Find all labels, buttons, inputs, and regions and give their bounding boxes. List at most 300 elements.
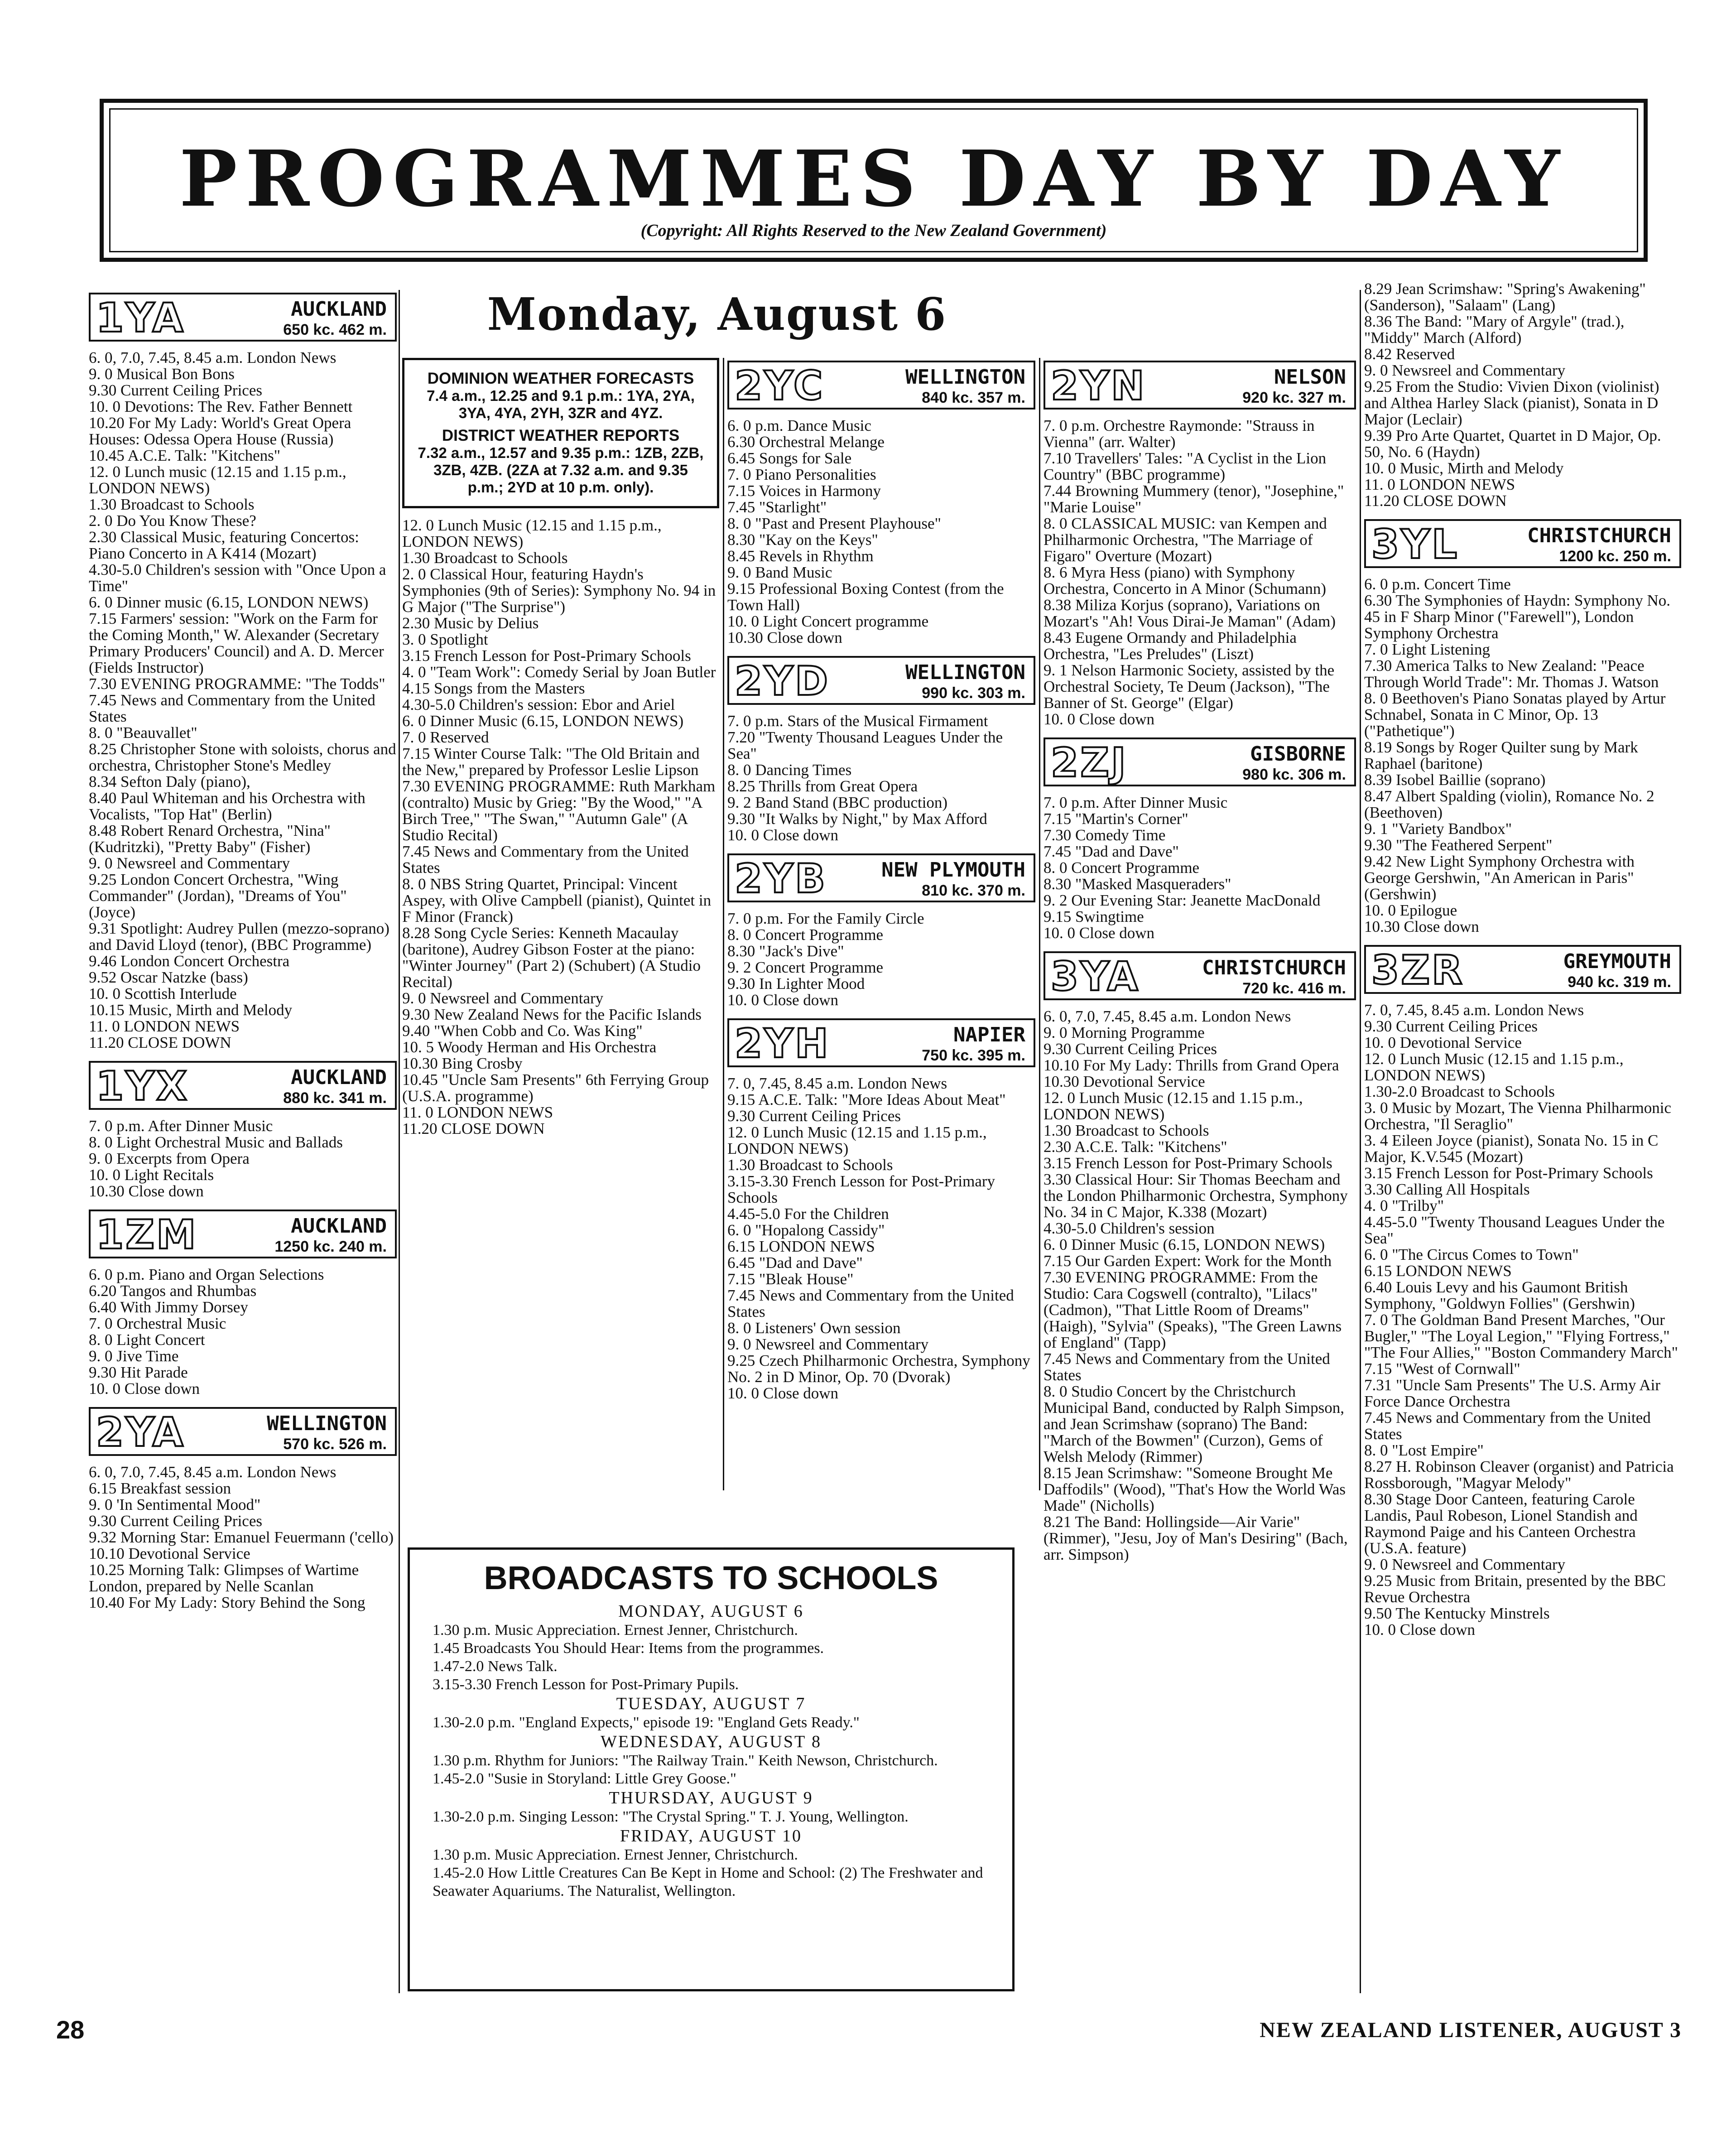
- programme-entry: 8. 0 Dancing Times: [727, 761, 852, 779]
- programme-entry: 9.30 Current Ceiling Prices: [89, 381, 263, 399]
- station-city: CHRISTCHURCH: [1527, 524, 1671, 547]
- programme-entry: 9.30 "The Feathered Serpent": [1364, 836, 1553, 854]
- programme-entry: 7. 0 p.m. After Dinner Music: [89, 1117, 273, 1135]
- programme-entry: 6.40 With Jimmy Dorsey: [89, 1298, 248, 1316]
- programme-entry: 8.39 Isobel Baillie (soprano): [1364, 771, 1546, 789]
- programme-list-2yn: [1044, 418, 1356, 728]
- programme-entry: 2.30 A.C.E. Talk: "Kitchens": [1044, 1138, 1227, 1156]
- schools-broadcast-item: 1.30-2.0 p.m. Singing Lesson: "The Crystal Spring." T. J. Young, Wellington.: [433, 1808, 909, 1825]
- programme-entry: 10. 0 Close down: [89, 1380, 200, 1397]
- programme-entry: 9.39 Pro Arte Quartet, Quartet in D Major, Op. 50, No. 6 (Haydn): [1364, 427, 1661, 461]
- programme-entry: 7.31 "Uncle Sam Presents" The U.S. Army Air Force Dance Orchestra: [1364, 1376, 1660, 1410]
- programme-list-2yd: [727, 713, 1035, 843]
- programme-entry: 9.30 Current Ceiling Prices: [1044, 1040, 1217, 1058]
- programme-entry: 9.52 Oscar Natzke (bass): [89, 969, 248, 986]
- programme-entry: 9.15 A.C.E. Talk: "More Ideas About Meat": [727, 1091, 1006, 1108]
- programme-list-3zr: [1364, 1002, 1681, 1638]
- broadcasts-to-schools-box: [408, 1547, 1015, 1991]
- station-header-2zj: [1044, 737, 1356, 786]
- programme-entry: 7. 0 Piano Personalities: [727, 466, 876, 483]
- programme-entry: 8.29 Jean Scrimshaw: "Spring's Awakening" (Sanderson), "Salaam" (Lang): [1364, 280, 1646, 314]
- station-city: WELLINGTON: [905, 366, 1025, 389]
- programme-entry: 9. 0 'In Sentimental Mood": [89, 1496, 261, 1513]
- column-1: [89, 290, 397, 1611]
- programme-entry: 6.15 LONDON NEWS: [727, 1238, 875, 1255]
- schools-day-heading: TUESDAY, AUGUST 7: [616, 1694, 806, 1713]
- programme-entry: 10.30 Devotional Service: [1044, 1073, 1205, 1090]
- programme-entry: 10. 0 Epilogue: [1364, 901, 1457, 919]
- programme-entry: 10. 0 Close down: [727, 826, 838, 844]
- programme-entry: 7.30 EVENING PROGRAMME: Ruth Markham (contralto) Music by Grieg: "By the Wood," "A Birch Tree," "The Swan," "Autumn Gale" (A Studio Recital): [402, 777, 716, 844]
- programme-entry: 7. 0 Orchestral Music: [89, 1315, 226, 1332]
- programme-entry: 6. 0, 7.0, 7.45, 8.45 a.m. London News: [1044, 1007, 1291, 1025]
- station-call-sign: 2YN: [1051, 362, 1146, 409]
- schools-broadcast-item: 1.30 p.m. Music Appreciation. Ernest Jenner, Christchurch.: [433, 1622, 798, 1638]
- programme-entry: 10.30 Close down: [727, 629, 842, 646]
- programme-entry: 7.15 "Bleak House": [727, 1270, 854, 1288]
- programme-entry: 6. 0 "The Circus Comes to Town": [1364, 1246, 1579, 1263]
- programme-entry: 9. 2 Concert Programme: [727, 959, 884, 976]
- programme-entry: 8. 0 Listeners' Own session: [727, 1319, 901, 1337]
- station-frequency: 980 kc. 306 m.: [1242, 766, 1346, 783]
- programme-entry: 9. 0 Newsreel and Commentary: [89, 854, 290, 872]
- station-call-sign: 2YA: [96, 1409, 185, 1455]
- programme-entry: 8.38 Miliza Korjus (soprano), Variations on Mozart's "Ah! Vous Dirai-Je Maman" (Adam): [1044, 596, 1336, 630]
- programme-entry: 9.30 Current Ceiling Prices: [1364, 1017, 1538, 1035]
- programme-entry: 8. 0 "Past and Present Playhouse": [727, 515, 941, 532]
- programme-entry: 6. 0 Dinner Music (6.15, LONDON NEWS): [402, 712, 684, 730]
- programme-entry: 10.30 Close down: [1364, 918, 1479, 935]
- programme-entry: 6.30 Orchestral Melange: [727, 433, 885, 451]
- station-frequency: 810 kc. 370 m.: [922, 882, 1025, 899]
- programme-entry: 9.30 Current Ceiling Prices: [727, 1107, 901, 1125]
- programme-entry: 6. 0 Dinner Music (6.15, LONDON NEWS): [1044, 1236, 1325, 1253]
- programme-entry: 10. 0 Close down: [1044, 710, 1154, 728]
- programme-entry: 7. 0 Reserved: [402, 728, 489, 746]
- station-city: AUCKLAND: [291, 1066, 387, 1089]
- programme-entry: 7. 0, 7.45, 8.45 a.m. London News: [727, 1075, 947, 1092]
- programme-list-2ya-continued: [402, 517, 719, 1137]
- programme-entry: 8.40 Paul Whiteman and his Orchestra with Vocalists, "Top Hat" (Berlin): [89, 789, 365, 823]
- schools-day-heading: MONDAY, AUGUST 6: [618, 1602, 804, 1621]
- station-header-1ya: [89, 293, 397, 342]
- programme-entry: 1.30 Broadcast to Schools: [1044, 1122, 1209, 1139]
- programme-entry: 7.15 Voices in Harmony: [727, 482, 881, 500]
- station-header-2yd: [727, 656, 1035, 705]
- programme-list-1yx: [89, 1118, 397, 1200]
- programme-entry: 8.25 Thrills from Great Opera: [727, 777, 918, 795]
- programme-entry: 7.20 "Twenty Thousand Leagues Under the Sea": [727, 728, 1003, 762]
- programme-entry: 6.20 Tangos and Rhumbas: [89, 1282, 257, 1300]
- programme-entry: 6. 0 "Hopalong Cassidy": [727, 1221, 885, 1239]
- programme-entry: 9. 0 Newsreel and Commentary: [1364, 1556, 1566, 1573]
- station-frequency: 650 kc. 462 m.: [283, 321, 387, 338]
- programme-entry: 10.25 Morning Talk: Glimpses of Wartime London, prepared by Nelle Scanlan: [89, 1561, 359, 1595]
- station-header-2yn: [1044, 361, 1356, 410]
- programme-entry: 10. 0 Light Recitals: [89, 1166, 214, 1184]
- programme-entry: 3.15 French Lesson for Post-Primary Schools: [1364, 1164, 1653, 1182]
- programme-entry: 8. 0 CLASSICAL MUSIC: van Kempen and Philharmonic Orchestra, "The Marriage of Figaro" Overture (Mozart): [1044, 515, 1327, 565]
- column-4: [1044, 358, 1356, 1563]
- programme-entry: 10. 5 Woody Herman and His Orchestra: [402, 1038, 657, 1056]
- programme-entry: 7. 0 Light Listening: [1364, 641, 1491, 658]
- programme-entry: 4.30-5.0 Children's session: Ebor and Ariel: [402, 696, 675, 713]
- programme-entry: 9.15 Professional Boxing Contest (from the Town Hall): [727, 580, 1004, 614]
- programme-entry: 9. 1 "Variety Bandbox": [1364, 820, 1512, 838]
- programme-entry: 9.40 "When Cobb and Co. Was King": [402, 1022, 643, 1040]
- schools-day-heading: THURSDAY, AUGUST 9: [609, 1788, 813, 1807]
- programme-entry: 7.15 Farmers' session: "Work on the Farm for the Coming Month," W. Alexander (Secretary Primary Producers' Council) and A. D. Mercer (Fields Instructor): [89, 610, 384, 676]
- programme-entry: 8.42 Reserved: [1364, 345, 1455, 363]
- programme-entry: 7. 0 p.m. For the Family Circle: [727, 910, 924, 927]
- page-title: PROGRAMMES DAY BY DAY: [179, 134, 1568, 224]
- programme-entry: 9. 0 Excerpts from Opera: [89, 1150, 250, 1167]
- programme-entry: 8.43 Eugene Ormandy and Philadelphia Orchestra, "Les Preludes" (Liszt): [1044, 629, 1297, 663]
- schools-broadcast-item: 1.45-2.0 How Little Creatures Can Be Kept in Home and School: (2) The Freshwater and Seawater Aquariums. The Naturalist, Wellington.: [433, 1865, 983, 1899]
- station-call-sign: 1YA: [96, 294, 185, 341]
- programme-entry: 9. 1 Nelson Harmonic Society, assisted by the Orchestral Society, Te Deum (Jackson), "The Banner of St. George" (Elgar): [1044, 661, 1335, 712]
- station-frequency: 1200 kc. 250 m.: [1559, 548, 1671, 565]
- programme-entry: 4. 0 "Trilby": [1364, 1197, 1444, 1214]
- programme-entry: 3. 0 Music by Mozart, The Vienna Philharmonic Orchestra, "Il Seraglio": [1364, 1099, 1672, 1133]
- programme-entry: 8. 0 Light Orchestral Music and Ballads: [89, 1133, 343, 1151]
- programme-entry: 6.15 Breakfast session: [89, 1479, 231, 1497]
- weather-forecast-heading: DOMINION WEATHER FORECASTS: [427, 370, 694, 387]
- programme-entry: 4. 0 "Team Work": Comedy Serial by Joan Butler: [402, 663, 716, 681]
- programme-entry: 9. 0 Newsreel and Commentary: [402, 989, 604, 1007]
- programme-entry: 10. 0 Music, Mirth and Melody: [1364, 459, 1564, 477]
- station-call-sign: 1YX: [96, 1063, 189, 1109]
- programme-entry: 9.31 Spotlight: Audrey Pullen (mezzo-soprano) and David Lloyd (tenor), (BBC Programme): [89, 920, 390, 954]
- programme-entry: 4.45-5.0 "Twenty Thousand Leagues Under the Sea": [1364, 1213, 1665, 1247]
- programme-entry: 9.25 From the Studio: Vivien Dixon (violinist) and Althea Harley Slack (pianist), Sonata in D Major (Leclair): [1364, 378, 1659, 428]
- station-header-3zr: [1364, 945, 1681, 994]
- programme-entry: 7.30 EVENING PROGRAMME: From the Studio: Cara Cogswell (contralto), "Lilacs" (Cadmon), "That Little Room of Dreams" (Haigh), "Sylvia" (Speaks), "The Green Lawns of England" (Tapp): [1044, 1268, 1342, 1351]
- programme-entry: 10.10 For My Lady: Thrills from Grand Opera: [1044, 1056, 1339, 1074]
- schools-broadcast-item: 3.15-3.30 French Lesson for Post-Primary Pupils.: [433, 1676, 739, 1693]
- programme-entry: 7. 0 p.m. After Dinner Music: [1044, 794, 1228, 811]
- programme-entry: 10. 0 Close down: [727, 991, 838, 1009]
- programme-entry: 1.30-2.0 Broadcast to Schools: [1364, 1083, 1555, 1100]
- station-city: CHRISTCHURCH: [1202, 956, 1346, 979]
- column-rule: [723, 358, 724, 1490]
- programme-entry: 11. 0 LONDON NEWS: [1364, 476, 1515, 493]
- programme-entry: 2.30 Classical Music, featuring Concertos: Piano Concerto in A K414 (Mozart): [89, 528, 359, 562]
- programme-entry: 9.15 Swingtime: [1044, 908, 1144, 925]
- programme-list-2yb: [727, 911, 1035, 1008]
- programme-entry: 6. 0 p.m. Concert Time: [1364, 575, 1511, 593]
- station-call-sign: 2YC: [735, 362, 825, 409]
- programme-entry: 7.15 "Martin's Corner": [1044, 810, 1188, 828]
- programme-list-2yc: [727, 418, 1035, 646]
- station-call-sign: 2YD: [735, 658, 830, 704]
- programme-entry: 8.34 Sefton Daly (piano),: [89, 773, 250, 790]
- programme-entry: 8.47 Albert Spalding (violin), Romance No. 2 (Beethoven): [1364, 787, 1654, 821]
- programme-list-2zj: [1044, 795, 1356, 941]
- programme-list-2yh: [727, 1075, 1035, 1402]
- programme-entry: 6. 0 p.m. Piano and Organ Selections: [89, 1266, 324, 1283]
- programme-entry: 9.30 New Zealand News for the Pacific Islands: [402, 1006, 702, 1023]
- station-frequency: 990 kc. 303 m.: [922, 684, 1025, 702]
- programme-entry: 12. 0 Lunch Music (12.15 and 1.15 p.m., LONDON NEWS): [402, 516, 662, 550]
- programme-entry: 10.45 "Uncle Sam Presents" 6th Ferrying Group (U.S.A. programme): [402, 1071, 709, 1105]
- programme-entry: 9. 0 Musical Bon Bons: [89, 365, 235, 383]
- programme-entry: 10.20 For My Lady: World's Great Opera Houses: Odessa Opera House (Russia): [89, 414, 351, 448]
- programme-entry: 8.27 H. Robinson Cleaver (organist) and Patricia Rossborough, "Magyar Melody": [1364, 1458, 1674, 1492]
- station-header-2yh: [727, 1018, 1035, 1067]
- programme-entry: 6. 0 Dinner music (6.15, LONDON NEWS): [89, 593, 369, 611]
- programme-entry: 9.25 Music from Britain, presented by the BBC Revue Orchestra: [1364, 1572, 1666, 1606]
- programme-entry: 10.45 A.C.E. Talk: "Kitchens": [89, 447, 281, 464]
- column-3: [727, 358, 1035, 1402]
- programme-entry: 7.15 "West of Cornwall": [1364, 1360, 1520, 1378]
- programme-entry: 7.45 "Starlight": [727, 498, 827, 516]
- weather-forecast-text: 7.4 a.m., 12.25 and 9.1 p.m.: 1YA, 2YA, 3YA, 4YA, 2YH, 3ZR and 4YZ.: [427, 387, 695, 421]
- programme-entry: 8.28 Song Cycle Series: Kenneth Macaulay (baritone), Audrey Gibson Foster at the piano: "Winter Journey" (Part 2) (Schubert) (A Studio Recital): [402, 924, 701, 991]
- column-5: [1364, 281, 1681, 1638]
- page-number: 28: [56, 2015, 85, 2044]
- programme-entry: 7.15 Our Garden Expert: Work for the Month: [1044, 1252, 1332, 1270]
- programme-entry: 10.10 Devotional Service: [89, 1545, 250, 1562]
- programme-entry: 6.30 The Symphonies of Haydn: Symphony No. 45 in F Sharp Minor ("Farewell"), London Symphony Orchestra: [1364, 592, 1671, 642]
- programme-entry: 9.50 The Kentucky Minstrels: [1364, 1605, 1550, 1622]
- station-header-1zm: [89, 1210, 397, 1258]
- programme-entry: 9.25 London Concert Orchestra, "Wing Commander" (Jordan), "Dreams of You" (Joyce): [89, 871, 347, 921]
- station-frequency: 720 kc. 416 m.: [1242, 980, 1346, 997]
- programme-list-1zm: [89, 1267, 397, 1397]
- programme-entry: 10. 0 Devotions: The Rev. Father Bennett: [89, 398, 353, 415]
- programme-entry: 8. 0 Beethoven's Piano Sonatas played by Artur Schnabel, Sonata in C Minor, Op. 13 ("Pathetique"): [1364, 689, 1666, 740]
- station-city: GISBORNE: [1250, 742, 1346, 766]
- programme-entry: 10. 0 Devotional Service: [1364, 1034, 1522, 1051]
- station-city: NEW PLYMOUTH: [881, 858, 1025, 882]
- programme-entry: 10.40 For My Lady: Story Behind the Song: [89, 1594, 365, 1611]
- programme-entry: 10.30 Bing Crosby: [402, 1055, 523, 1072]
- station-call-sign: 1ZM: [96, 1211, 198, 1258]
- station-call-sign: 3YA: [1051, 953, 1140, 1000]
- station-frequency: 570 kc. 526 m.: [283, 1436, 387, 1453]
- schools-broadcast-item: 1.47-2.0 News Talk.: [433, 1658, 558, 1675]
- programme-entry: 8.19 Songs by Roger Quilter sung by Mark Raphael (baritone): [1364, 738, 1638, 772]
- programme-entry: 8.30 "Masked Masqueraders": [1044, 875, 1231, 893]
- schools-broadcast-item: 1.30 p.m. Music Appreciation. Ernest Jenner, Christchurch.: [433, 1846, 798, 1863]
- programme-entry: 2.30 Music by Delius: [402, 614, 539, 632]
- programme-entry: 3. 4 Eileen Joyce (pianist), Sonata No. 15 in C Major, K.V.545 (Mozart): [1364, 1132, 1659, 1166]
- programme-entry: 12. 0 Lunch Music (12.15 and 1.15 p.m., LONDON NEWS): [727, 1123, 987, 1157]
- programme-entry: 9. 0 Band Music: [727, 564, 832, 581]
- station-frequency: 750 kc. 395 m.: [922, 1047, 1025, 1064]
- programme-entry: 8.48 Robert Renard Orchestra, "Nina" (Kudritzki), "Pretty Baby" (Fisher): [89, 822, 331, 856]
- programme-entry: 8.45 Revels in Rhythm: [727, 547, 874, 565]
- station-city: AUCKLAND: [291, 298, 387, 321]
- schools-broadcast-item: 1.30-2.0 p.m. "England Expects," episode 19: "England Gets Ready.": [433, 1714, 860, 1731]
- programme-entry: 10.15 Music, Mirth and Melody: [89, 1001, 293, 1019]
- station-frequency: 880 kc. 341 m.: [283, 1089, 387, 1107]
- column-rule: [399, 290, 400, 1993]
- programme-list-1ya: [89, 350, 397, 1051]
- station-call-sign: 3ZR: [1371, 947, 1464, 993]
- station-call-sign: 3YL: [1371, 521, 1459, 568]
- programme-list-3ya-continued: [1364, 281, 1681, 509]
- publication-footer: NEW ZEALAND LISTENER, AUGUST 3: [1260, 2018, 1682, 2042]
- programme-entry: 8. 6 Myra Hess (piano) with Symphony Orchestra, Concerto in A Minor (Schumann): [1044, 564, 1327, 598]
- programme-entry: 4.45-5.0 For the Children: [727, 1205, 889, 1223]
- programme-entry: 2. 0 Classical Hour, featuring Haydn's Symphonies (9th of Series): Symphony No. 94 in G Major ("The Surprise"): [402, 565, 716, 616]
- station-city: NAPIER: [953, 1023, 1025, 1046]
- programme-entry: 7.44 Browning Mummery (tenor), "Josephine," "Marie Louise": [1044, 482, 1344, 516]
- schools-day-heading: WEDNESDAY, AUGUST 8: [600, 1732, 822, 1751]
- programme-entry: 8.25 Christopher Stone with soloists, chorus and orchestra, Christopher Stone's Medley: [89, 740, 396, 774]
- programme-entry: 6. 0, 7.0, 7.45, 8.45 a.m. London News: [89, 1463, 337, 1481]
- column-rule: [1360, 290, 1361, 1993]
- programme-entry: 9. 0 Newsreel and Commentary: [727, 1335, 929, 1353]
- programme-entry: 9.30 "It Walks by Night," by Max Afford: [727, 810, 987, 828]
- programme-entry: 9. 0 Jive Time: [89, 1347, 179, 1365]
- weather-report-heading: DISTRICT WEATHER REPORTS: [442, 427, 680, 444]
- programme-entry: 11.20 CLOSE DOWN: [402, 1120, 545, 1137]
- programme-entry: 10. 0 Close down: [1364, 1621, 1475, 1638]
- programme-entry: 9. 0 Newsreel and Commentary: [1364, 361, 1566, 379]
- programme-entry: 10. 0 Close down: [1044, 924, 1154, 942]
- programme-entry: 1.30 Broadcast to Schools: [89, 496, 255, 513]
- programme-entry: 9.42 New Light Symphony Orchestra with George Gershwin, "An American in Paris" (Gershwin): [1364, 853, 1635, 903]
- programme-entry: 7.10 Travellers' Tales: "A Cyclist in the Lion Country" (BBC programme): [1044, 449, 1327, 483]
- programme-entry: 7.45 "Dad and Dave": [1044, 843, 1179, 860]
- programme-entry: 8. 0 "Lost Empire": [1364, 1441, 1484, 1459]
- programme-entry: 9.30 Hit Parade: [89, 1364, 188, 1381]
- programme-entry: 1.30 Broadcast to Schools: [727, 1156, 893, 1174]
- programme-list-3yl: [1364, 576, 1681, 935]
- programme-list-2ya: [89, 1464, 397, 1611]
- programme-entry: 7. 0, 7.45, 8.45 a.m. London News: [1364, 1001, 1584, 1019]
- station-header-3ya: [1044, 951, 1356, 1000]
- station-frequency: 920 kc. 327 m.: [1242, 389, 1346, 406]
- programme-entry: 12. 0 Lunch Music (12.15 and 1.15 p.m., LONDON NEWS): [1044, 1089, 1303, 1123]
- column-rule: [1039, 358, 1040, 1490]
- station-call-sign: 2ZJ: [1051, 739, 1128, 786]
- programme-entry: 8.30 Stage Door Canteen, featuring Carole Landis, Paul Robeson, Lionel Standish and Raymond Paige and his Canteen Orchestra (U.S.A. feature): [1364, 1490, 1638, 1557]
- programme-entry: 7. 0 p.m. Orchestre Raymonde: "Strauss in Vienna" (arr. Walter): [1044, 417, 1315, 451]
- station-city: WELLINGTON: [267, 1412, 387, 1435]
- programme-entry: 11.20 CLOSE DOWN: [89, 1034, 231, 1051]
- programme-entry: 7.30 America Talks to New Zealand: "Peace Through World Trade": Mr. Thomas J. Watson: [1364, 657, 1659, 691]
- programme-entry: 6.40 Louis Levy and his Gaumont British Symphony, "Goldwyn Follies" (Gershwin): [1364, 1278, 1635, 1312]
- programme-entry: 1.30 Broadcast to Schools: [402, 549, 568, 567]
- programme-entry: 4.30-5.0 Children's session with "Once Upon a Time": [89, 561, 386, 595]
- programme-entry: 8.36 The Band: "Mary of Argyle" (trad.), "Middy" March (Alford): [1364, 313, 1625, 347]
- programme-entry: 7.30 EVENING PROGRAMME: "The Todds": [89, 675, 385, 693]
- programme-entry: 7.45 News and Commentary from the United States: [402, 843, 689, 877]
- programme-entry: 7. 0 p.m. Stars of the Musical Firmament: [727, 712, 988, 730]
- programme-entry: 6.45 Songs for Sale: [727, 449, 852, 467]
- programme-entry: 11.20 CLOSE DOWN: [1364, 492, 1507, 510]
- station-frequency: 1250 kc. 240 m.: [274, 1238, 387, 1255]
- programme-entry: 8. 0 Concert Programme: [1044, 859, 1200, 877]
- station-header-2yc: [727, 361, 1035, 410]
- programme-entry: 9.30 In Lighter Mood: [727, 975, 865, 993]
- masthead-box: [100, 99, 1648, 262]
- programme-entry: 7.45 News and Commentary from the United States: [1364, 1409, 1651, 1443]
- programme-entry: 10. 0 Scottish Interlude: [89, 985, 237, 1002]
- programme-entry: 12. 0 Lunch Music (12.15 and 1.15 p.m., LONDON NEWS): [1364, 1050, 1624, 1084]
- programme-entry: 8. 0 Light Concert: [89, 1331, 205, 1349]
- programme-entry: 7.45 News and Commentary from the United States: [89, 691, 375, 725]
- programme-entry: 3.15 French Lesson for Post-Primary Schools: [1044, 1154, 1332, 1172]
- programme-entry: 9. 2 Band Stand (BBC production): [727, 794, 948, 811]
- programme-entry: 7.45 News and Commentary from the United States: [1044, 1350, 1330, 1384]
- programme-entry: 4.30-5.0 Children's session: [1044, 1219, 1215, 1237]
- programme-entry: 8.15 Jean Scrimshaw: "Someone Brought Me Daffodils" (Wood), "That's How the World Was Made" (Nicholls): [1044, 1464, 1346, 1514]
- station-header-3yl: [1364, 519, 1681, 568]
- station-frequency: 840 kc. 357 m.: [922, 389, 1025, 406]
- programme-entry: 9.46 London Concert Orchestra: [89, 952, 290, 970]
- copyright-notice: (Copyright: All Rights Reserved to the New Zealand Government): [640, 221, 1107, 240]
- column-2: [402, 358, 719, 1137]
- programme-entry: 9.32 Morning Star: Emanuel Feuermann ('cello): [89, 1528, 394, 1546]
- programme-entry: 8.30 "Jack's Dive": [727, 942, 844, 960]
- programme-entry: 9. 0 Morning Programme: [1044, 1024, 1205, 1041]
- weather-report-text: 7.32 a.m., 12.57 and 9.35 p.m.: 1ZB, 2ZB, 3ZB, 4ZB. (2ZA at 7.32 a.m. and 9.35 p.m.; 2YD at 10 p.m. only).: [418, 444, 704, 496]
- programme-entry: 3.15-3.30 French Lesson for Post-Primary Schools: [727, 1172, 995, 1206]
- programme-entry: 8.30 "Kay on the Keys": [727, 531, 878, 549]
- programme-entry: 6. 0 p.m. Dance Music: [727, 417, 871, 434]
- station-header-2ya: [89, 1407, 397, 1456]
- programme-entry: 8.21 The Band: Hollingside—Air Varie" (Rimmer), "Jesu, Joy of Man's Desiring" (Bach, arr. Simpson): [1044, 1513, 1348, 1563]
- programme-entry: 10. 0 Close down: [727, 1384, 838, 1402]
- schools-broadcast-item: 1.45-2.0 "Susie in Storyland: Little Grey Goose.": [433, 1770, 736, 1787]
- programme-entry: 7.30 Comedy Time: [1044, 826, 1166, 844]
- programme-entry: 9.30 Current Ceiling Prices: [89, 1512, 263, 1530]
- programme-entry: 6.15 LONDON NEWS: [1364, 1262, 1512, 1280]
- station-city: GREYMOUTH: [1563, 950, 1671, 973]
- column-2-header: [402, 290, 1032, 352]
- schools-broadcast-item: 1.45 Broadcasts You Should Hear: Items from the programmes.: [433, 1640, 824, 1657]
- programme-entry: 6. 0, 7.0, 7.45, 8.45 a.m. London News: [89, 349, 337, 366]
- programme-entry: 8. 0 "Beauvallet": [89, 724, 197, 742]
- schools-heading: BROADCASTS TO SCHOOLS: [484, 1560, 938, 1596]
- programme-entry: 7.15 Winter Course Talk: "The Old Britain and the New," prepared by Professor Leslie Lipson: [402, 745, 700, 779]
- programme-entry: 10.30 Close down: [89, 1182, 204, 1200]
- station-header-2yb: [727, 853, 1035, 902]
- station-city: WELLINGTON: [905, 661, 1025, 684]
- day-heading: Monday, August 6: [487, 289, 947, 341]
- programme-entry: 10. 0 Light Concert programme: [727, 612, 929, 630]
- station-city: AUCKLAND: [291, 1214, 387, 1238]
- programme-entry: 11. 0 LONDON NEWS: [89, 1017, 240, 1035]
- station-call-sign: 2YB: [735, 855, 827, 902]
- schools-broadcast-item: 1.30 p.m. Rhythm for Juniors: "The Railway Train." Keith Newson, Christchurch.: [433, 1752, 938, 1769]
- programme-entry: 9.25 Czech Philharmonic Orchestra, Symphony No. 2 in D Minor, Op. 70 (Dvorak): [727, 1352, 1030, 1386]
- programme-entry: 11. 0 LONDON NEWS: [402, 1104, 553, 1121]
- programme-entry: 3.15 French Lesson for Post-Primary Schools: [402, 647, 691, 665]
- station-header-1yx: [89, 1061, 397, 1110]
- station-call-sign: 2YH: [735, 1020, 830, 1067]
- programme-list-3ya: [1044, 1008, 1356, 1563]
- station-city: NELSON: [1274, 366, 1346, 389]
- programme-entry: 4.15 Songs from the Masters: [402, 679, 585, 697]
- programme-entry: 7. 0 The Goldman Band Present Marches, "Our Bugler," "The Loyal Legion," "Flying Fortress," "The Four Allies," "Boston Commandery March": [1364, 1311, 1678, 1361]
- programme-entry: 2. 0 Do You Know These?: [89, 512, 256, 530]
- programme-entry: 9. 2 Our Evening Star: Jeanette MacDonald: [1044, 891, 1321, 909]
- programme-entry: 8. 0 NBS String Quartet, Principal: Vincent Aspey, with Olive Campbell (pianist), Quintet in F Minor (Franck): [402, 875, 712, 925]
- programme-entry: 7.45 News and Commentary from the United States: [727, 1287, 1014, 1320]
- weather-box: [402, 358, 719, 508]
- programme-entry: 3.30 Classical Hour: Sir Thomas Beecham and the London Philharmonic Orchestra, Symphony No. 34 in C Major, K.338 (Mozart): [1044, 1171, 1348, 1221]
- programme-entry: 3.30 Calling All Hospitals: [1364, 1181, 1530, 1198]
- schools-day-heading: FRIDAY, AUGUST 10: [620, 1826, 802, 1846]
- programme-entry: 12. 0 Lunch music (12.15 and 1.15 p.m., LONDON NEWS): [89, 463, 346, 497]
- schools-schedule: [428, 1601, 994, 1900]
